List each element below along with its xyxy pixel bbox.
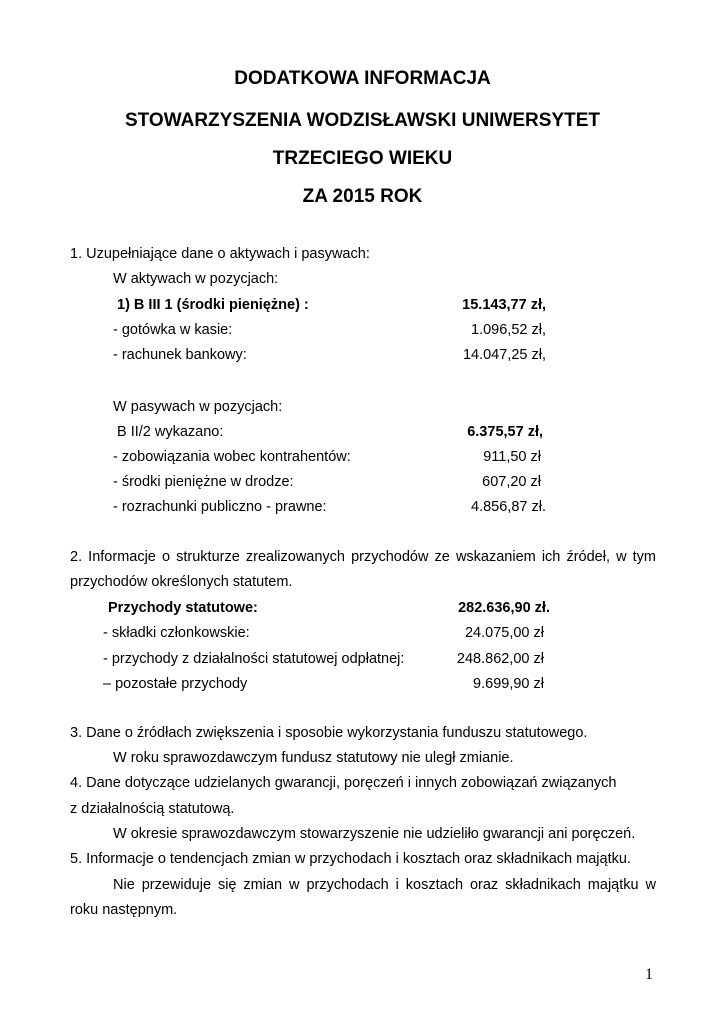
asset-value: 15.143,77 zł, [462,297,546,313]
liability-value: 6.375,57 zł, [467,424,543,440]
revenue-value: 248.862,00 zł [456,651,544,667]
revenue-label: Przychody statutowe: [108,600,258,616]
liability-value: 607,20 zł [482,474,541,490]
section5-text-continued: roku następnym. [70,902,178,918]
document-title: DODATKOWA INFORMACJA [234,68,491,89]
liability-label: - zobowiązania wobec kontrahentów: [113,449,351,465]
section5-heading: 5. Informacje o tendencjach zmian w przychodach i kosztach oraz składnikach majątku. [70,851,631,867]
organization-name-continued: TRZECIEGO WIEKU [272,148,453,169]
section3-heading: 3. Dane o źródłach zwiększenia i sposobie wykorzystania funduszu statutowego. [70,725,588,741]
section3-text: W roku sprawozdawczym fundusz statutowy nie uległ zmianie. [113,750,514,766]
organization-name: STOWARZYSZENIA WODZISŁAWSKI UNIWERSYTET [125,110,600,131]
section1-heading: 1. Uzupełniające dane o aktywach i pasywach: [70,246,370,262]
liability-label: - środki pieniężne w drodze: [113,474,294,490]
revenue-value: 282.636,90 zł. [458,600,550,616]
revenue-value: 9.699,90 zł [473,676,544,692]
section4-heading: 4. Dane dotyczące udzielanych gwarancji, poręczeń i innych zobowiązań związanych [70,775,617,791]
page-number: 1 [645,966,653,983]
asset-value: 1.096,52 zł, [471,322,546,338]
liability-value: 4.856,87 zł. [471,499,546,515]
section2-heading-continued: przychodów określonych statutem. [70,574,293,590]
liability-value: 911,50 zł [483,449,541,465]
revenue-label: - przychody z działalności statutowej odpłatnej: [103,651,405,667]
revenue-value: 24.075,00 zł [464,625,544,641]
liabilities-intro: W pasywach w pozycjach: [113,399,283,415]
asset-label: - rachunek bankowy: [113,347,247,363]
liability-label: B II/2 wykazano: [117,424,224,440]
assets-intro: W aktywach w pozycjach: [113,271,279,287]
liability-label: - rozrachunki publiczno - prawne: [113,499,327,515]
section5-text: Nie przewiduje się zmian w przychodach i kosztach oraz składnikach majątku w [113,877,656,893]
asset-value: 14.047,25 zł, [462,347,546,363]
section4-text: W okresie sprawozdawczym stowarzyszenie nie udzieliło gwarancji ani poręczeń. [113,826,636,842]
asset-label: - gotówka w kasie: [113,322,233,338]
revenue-label: – pozostałe przychody [103,676,248,692]
section4-heading-continued: z działalnością statutową. [70,801,235,817]
section2-heading: 2. Informacje o strukturze zrealizowanych przychodów ze wskazaniem ich źródeł, w tym [70,549,656,565]
report-year: ZA 2015 ROK [302,186,423,207]
asset-label: 1) B III 1 (środki pieniężne) : [117,297,309,313]
revenue-label: - składki członkowskie: [103,625,250,641]
